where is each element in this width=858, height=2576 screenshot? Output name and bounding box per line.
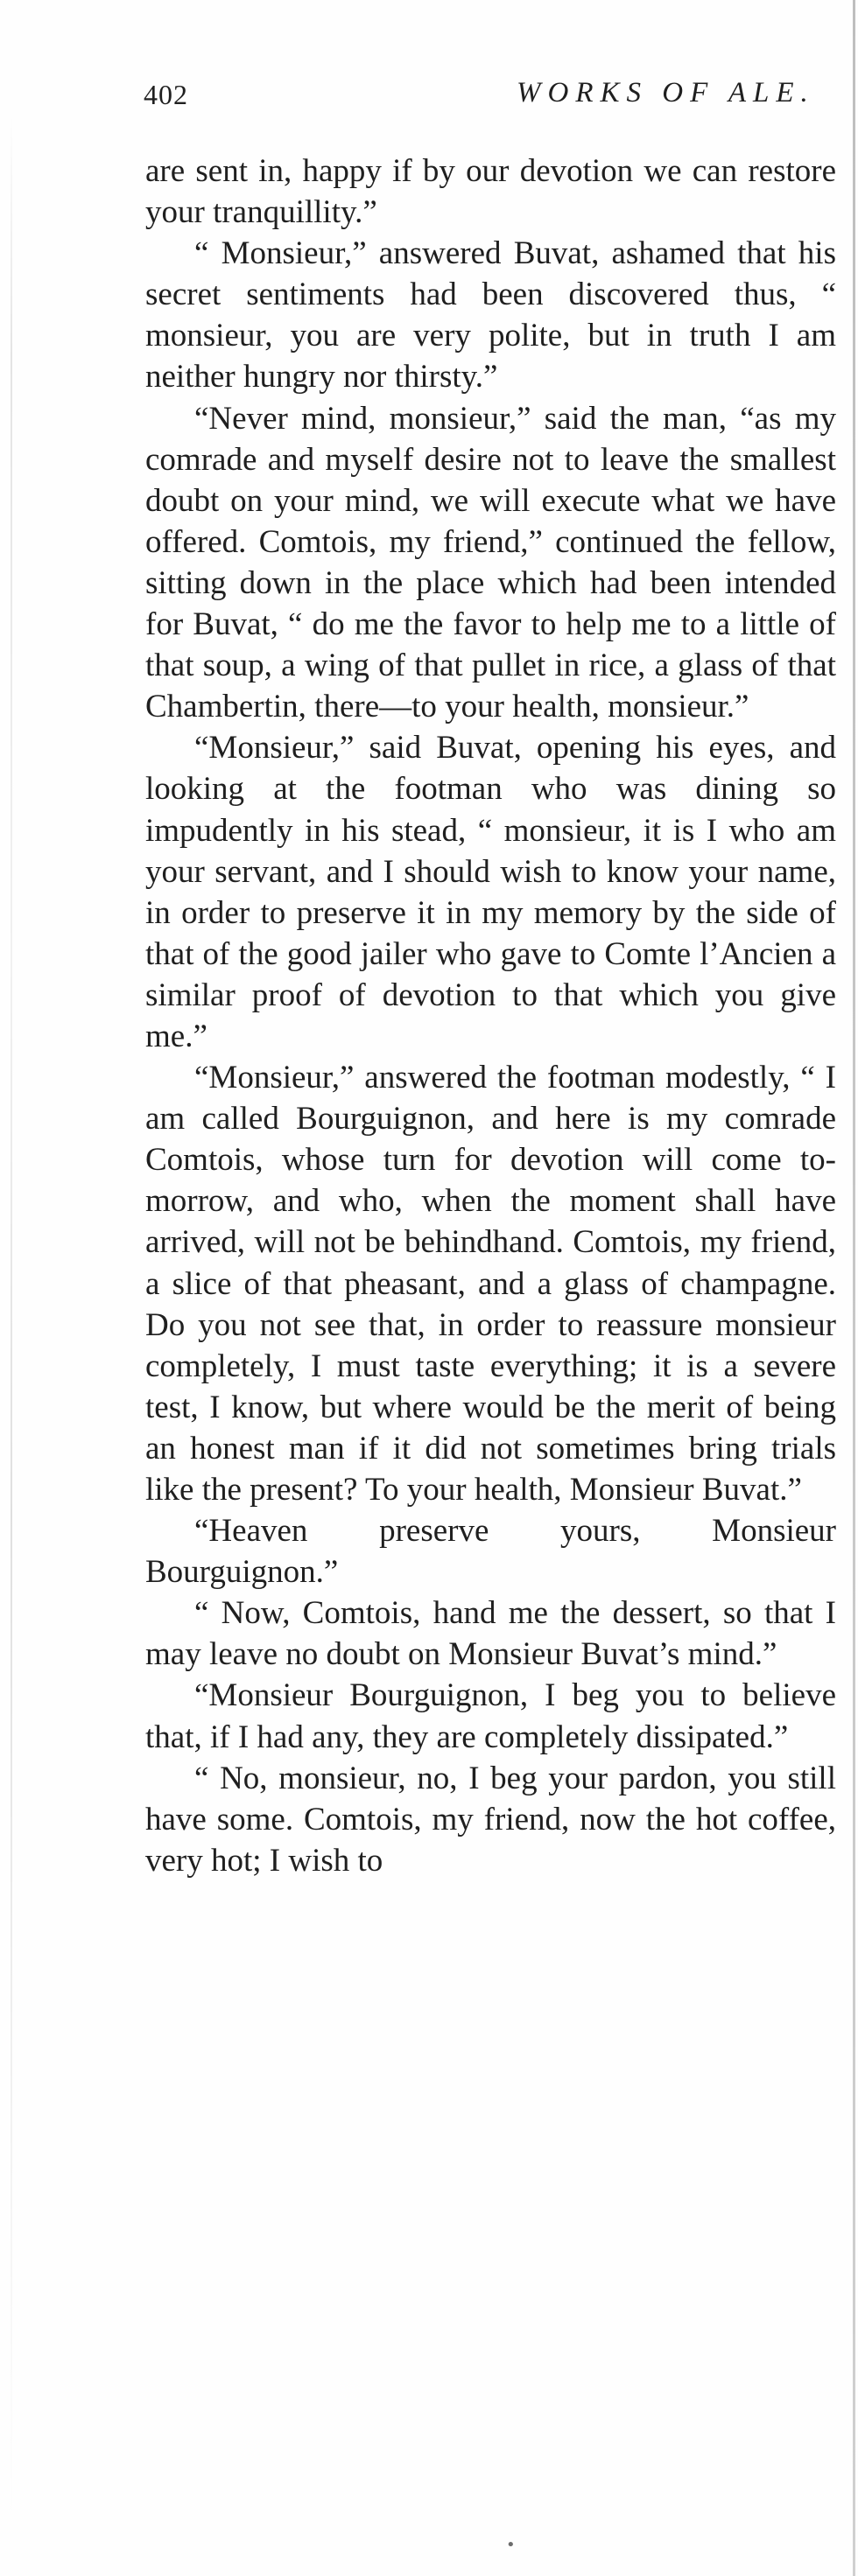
paragraph-4: “Monsieur,” said Buvat, opening his eyes, and looking at the footman who was dining so impudently in his stead, “ monsieur, it is I who am your servant, and I should wish to know your name, in order to preserve it in my memory by the side of that of the good jailer who gave to Comte l’Ancien a similar proof of devotion to that which you give me.” xyxy=(145,730,836,1054)
left-page-edge xyxy=(11,114,12,2529)
paragraph-9: “ No, monsieur, no, I beg your pardon, you still have some. Comtois, my friend, now the hot coffee, very hot; I wish to xyxy=(145,1760,836,1879)
paragraph-1: are sent in, happy if by our devotion we can restore your tranquillity.” xyxy=(145,153,836,231)
paragraph-3: “Never mind, monsieur,” said the man, “as my comrade and myself desire not to leave the smallest doubt on your mind, we will execute what we have offered. Comtois, my friend,” continued the fellow, sitting down in the place which had been intended for Buvat, “ do me the favor to help me to a little of that soup, a wing of that pullet in rice, a glass of that Chambertin, there—to your health, monsieur.” xyxy=(145,400,836,725)
paragraph-8: “Monsieur Bourguignon, I beg you to believe that, if I had any, they are completely dissipated.” xyxy=(145,1677,836,1755)
page-number: 402 xyxy=(144,79,188,110)
paragraph-7: “ Now, Comtois, hand me the dessert, so that I may leave no doubt on Monsieur Buvat’s mind.” xyxy=(145,1595,836,1673)
right-page-edge xyxy=(853,0,855,2576)
page-header xyxy=(0,75,858,122)
running-head: WORKS OF ALE. xyxy=(517,77,815,108)
body-text xyxy=(145,150,836,1881)
footer-mark: • xyxy=(506,2536,516,2554)
paragraph-2: “ Monsieur,” answered Buvat, ashamed that his secret sentiments had been discovered thus, “ monsieur, you are very polite, but in truth I am neither hungry nor thirsty.” xyxy=(145,235,836,396)
paragraph-5: “Monsieur,” answered the footman modestly, “ I am called Bourguignon, and here is my comrade Comtois, whose turn for devotion will come to-morrow, and who, when the moment shall have arrived, will not be behindhand. Comtois, my friend, a slice of that pheasant, and a glass of champagne. Do you not see that, in order to reassure monsieur completely, I must taste everything; it is a severe test, I know, but where would be the merit of being an honest man if it did not sometimes bring trials like the present? To your health, Monsieur Buvat.” xyxy=(145,1060,836,1508)
paragraph-6: “Heaven preserve yours, Monsieur Bourguignon.” xyxy=(145,1513,836,1591)
